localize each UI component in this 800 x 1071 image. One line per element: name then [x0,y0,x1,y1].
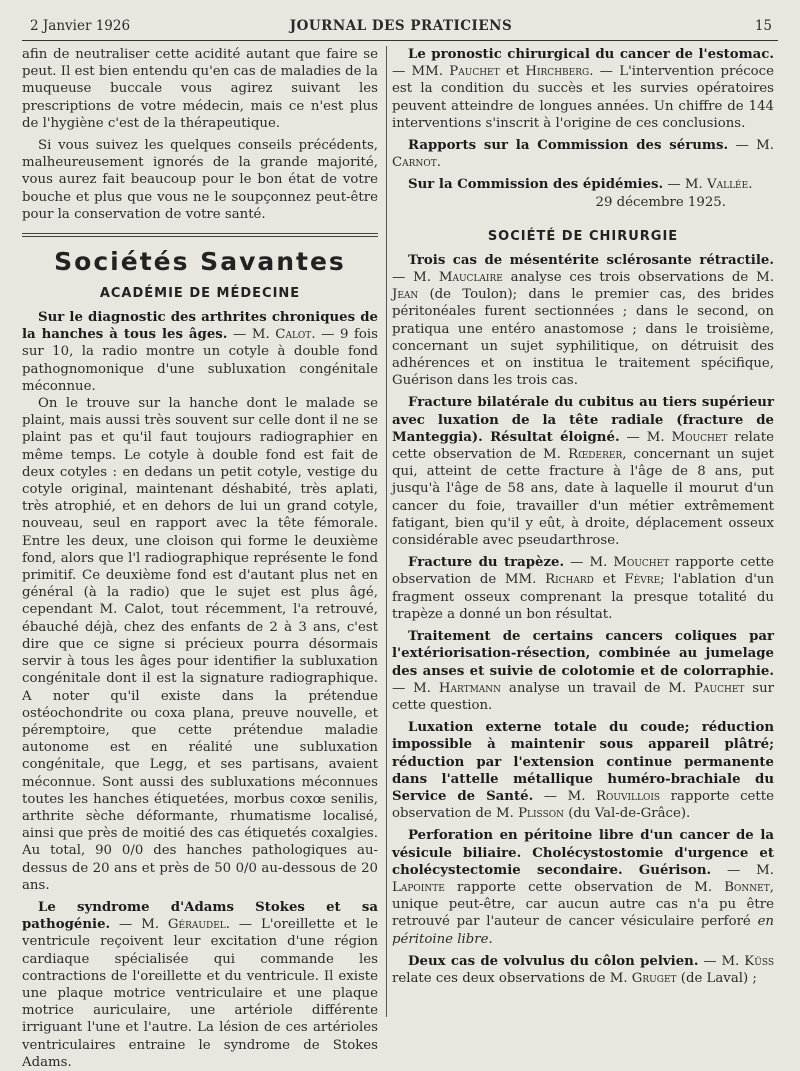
left-column [22,46,378,1071]
article-title: Le syndrome d'Adams Stokes et sa pathogénie. [22,899,378,933]
article-title: Fracture bilatérale du cubitus au tiers supérieur avec luxation de la tête radiale (fracture de Manteggia). Résultat éloigné. [392,395,774,445]
author-name: Gruget [631,970,677,986]
section-divider [22,233,378,237]
article-title: Rapports sur la Commission des sérums. [408,138,729,154]
article-title: Perforation en péritoine libre d'un cancer de la vésicule biliaire. Cholécystostomie d'urgence et cholécystectomie secondaire. Guérison. [392,828,774,878]
article-calot: Sur le diagnostic des arthrites chroniques de la hanches à tous les âges. — M. Calot. — 9 fois sur 10, la radio montre un cotyle à double fond pathognomonique d'une subluxation congénitale méconnue. [22,310,379,394]
author-name: Calot [275,327,312,343]
article-geraudel: Le syndrome d'Adams Stokes et sa pathogénie. — M. Géraudel. — L'oreillette et le ventricule reçoivent leur excitation d'une région cardiaque spécialisée qui commande les contractions de l'oreillette et du ventricule. Il existe une plaque motrice ventriculaire et une plaque motrice auriculaire, une artériole différente irriguant l'une et l'autre. La lésion de ces artérioles ventriculaires entraine le syndrome de Stokes Adams. [22,899,378,1070]
article-title: Fracture du trapèze. [408,555,565,571]
author-name: Vallée [707,177,749,193]
article-luxation-coude: Luxation externe totale du coude; réduction impossible à maintenir sous appareil plâtré; réduction par l'extension continue permanente dans l'attelle métallique huméro-brachiale du Service de Santé. — M. Rouvillois rapporte cette observation de M. Plisson (du Val-de-Grâce). [392,720,774,822]
intro-paragraph-1: afin de neutraliser cette acidité autant que faire se peut. Il est bien entendu qu'en cas de maladies de la muqueuse buccale vous agirez suivant les prescriptions de votre médecin, mais ce n'est plus de l'hygiène c'est de la thérapeutique. [22,47,378,131]
author-name: Hartmann [438,680,502,696]
article-title: Sur la Commission des épidémies. [408,177,664,193]
session-date: 29 décembre 1925. [595,194,726,210]
author-name: Mauclaire [438,270,503,286]
page-number: 15 [754,18,772,34]
author-name: Mouchet [671,429,728,445]
article-trapeze: Fracture du trapèze. — M. Mouchet rapporte cette observation de MM. Richard et Fèvre; l'ablation d'un fragment osseux comprenant la presque totalité du trapèze a donné un bon résultat. [392,555,775,622]
intro-paragraph-2: Si vous suivez les quelques conseils précédents, malheureusement ignorés de la grande majorité, vous aurez fait beaucoup pour le bon état de votre bouche et plus que vous ne le soupçonnez peut-être pour la conservation de votre santé. [22,138,378,222]
author-name: Rouvillois [596,788,661,804]
article-calot-body: On le trouve sur la hanche dont le malade se plaint, mais aussi très souvent sur celle dont il ne se plaint pas et qu'il faut toujours radiographier en même temps. Le cotyle à double fond est fait de deux cotyles : en dedans un petit cotyle, vestige du cotyle original, maintenant déshabité, très aplati, très atrophié, et en dehors de lui un grand cotyle, nouveau, seul en rapport avec la tête fémorale. Entre les deux, une cloison qui forme le deuxième fond, alors que l'l radiographique représente le fond primitif. Ce deuxième fond est d'autant plus net en général (à la radio) que le sujet est plus âgé, cependant M. Calot, tout récemment, l'a retrouvé, ébauché déjà, chez des enfants de 2 à 3 ans, c'est dire que ce signe si précieux pourra désormais servir à tous les âges pour identifier la subluxation congénitale dont il est la signature radiographique. A noter qu'il existe dans la prétendue ostéochondrite ou coxa plana, preuve nouvelle, et péremptoire, que cette prétendue maladie autonome est en réalité une subluxation congénitale, que Legg, et ses partisans, avaient méconnue. Sont aussi des subluxations méconnues toutes les hanches étiquetées, morbus coxœ senilis, arthrite sèche déformante, rhumatisme localisé, ainsi que près de moitié des cas étiquetés coxalgies. Au total, 90 0/0 des hanches pathologiques au-dessus de 20 ans et près de 50 0/0 au-dessous de 20 ans. [22,396,378,893]
section-heading-societes: Sociétés Savantes [54,247,346,277]
author-name: Bonnet [724,879,770,895]
article-title: Luxation externe totale du coude; réduction impossible à maintenir sous appareil plâtré; réduction par l'extension continue permanente dans l'attelle métallique huméro-brachiale du Service de Santé. [392,720,774,804]
page-header [30,18,772,38]
article-title: Deux cas de volvulus du côlon pelvien. [408,953,699,969]
author-name: Carnot [392,155,437,171]
article-serums: Rapports sur la Commission des sérums. — M. Carnot. [392,138,775,171]
article-epidemies: Sur la Commission des épidémies. — M. Vallée. [408,177,753,193]
author-name: Pauchet [694,680,745,696]
author-name: Pauchet [449,64,500,80]
author-name: Küss [744,953,774,969]
article-title: Trois cas de mésentérite sclérosante rétractile. [408,252,774,268]
author-name: Lapointe [392,879,445,895]
article-title: Sur le diagnostic des arthrites chroniques de la hanches à tous les âges. [22,310,378,343]
article-volvulus: Deux cas de volvulus du côlon pelvien. — M. Küss relate ces deux observations de M. Gruget (de Laval) ; [392,953,774,986]
article-title: Le pronostic chirurgical du cancer de l'estomac. [408,47,774,62]
section-heading-academie: ACADÉMIE DE MÉDECINE [99,286,301,302]
article-perforation: Perforation en péritoine libre d'un cancer de la vésicule biliaire. Cholécystostomie d'urgence et cholécystectomie secondaire. Guérison. — M. Lapointe rapporte cette observation de M. Bonnet, unique peut-être, car aucun autre cas n'a pu être retrouvé par l'auteur de cancer vésiculaire perforé en péritoine libre. [392,828,774,947]
article-title: Traitement de certains cancers coliques par l'extériorisation-résection, combinée au jumelage des anses et suivie de colotomie et de colorraphie. [392,629,774,679]
article-pronostic: Le pronostic chirurgical du cancer de l'estomac. — MM. Pauchet et Hirchberg. — L'intervention précoce est la condition du succès et les survies opératoires peuvent atteindre de longues années. Un chiffre de 144 interventions s'inscrit à l'origine de ces conclusions. [392,47,774,131]
article-cubitus: Fracture bilatérale du cubitus au tiers supérieur avec luxation de la tête radiale (fracture de Manteggia). Résultat éloigné. — M. Mouchet relate cette observation de M. Rœderer, concernant un sujet qui, atteint de cette fracture à l'âge de 8 ans, put jusqu'à l'âge de 58 ans, date à laquelle il mourut d'un cancer du foie, travailler d'un métier extrêmement fatigant, bien qu'il y eût, à droite, déplacement osseux considérable avec pseudarthrose. [392,395,774,549]
author-name: Richard [545,572,594,588]
article-mesenterite: Trois cas de mésentérite sclérosante rétractile. — M. Mauclaire analyse ces trois observations de M. Jean (de Toulon); dans le premier cas, des brides péritonéales furent sectionnées ; dans le second, on pratiqua une entéro anastomose ; dans le troisième, concernant un sujet syphilitique, on détruisit des adhérences et on institua le traitement spécifique, Guérison dans les trois cas. [392,252,774,389]
header-date: 2 Janvier 1926 [30,18,131,34]
author-name: Rœderer [568,447,623,463]
right-column [392,46,774,987]
article-cancers-coliques: Traitement de certains cancers coliques par l'extériorisation-résection, combinée au jumelage des anses et suivie de colotomie et de colorraphie. — M. Hartmann analyse un travail de M. Pauchet sur cette question. [392,629,774,713]
author-name: Plisson [518,806,564,822]
author-name: Mouchet [613,555,670,571]
author-name: Jean [392,287,419,303]
journal-title: JOURNAL DES PRATICIENS [289,18,513,34]
author-name: Fèvre [624,572,661,588]
author-name: Hirchberg [525,64,590,80]
section-heading-chirurgie: SOCIÉTÉ DE CHIRURGIE [487,228,679,244]
column-divider [386,46,387,1017]
author-name: Géraudel [167,917,226,933]
header-rule [22,40,778,41]
